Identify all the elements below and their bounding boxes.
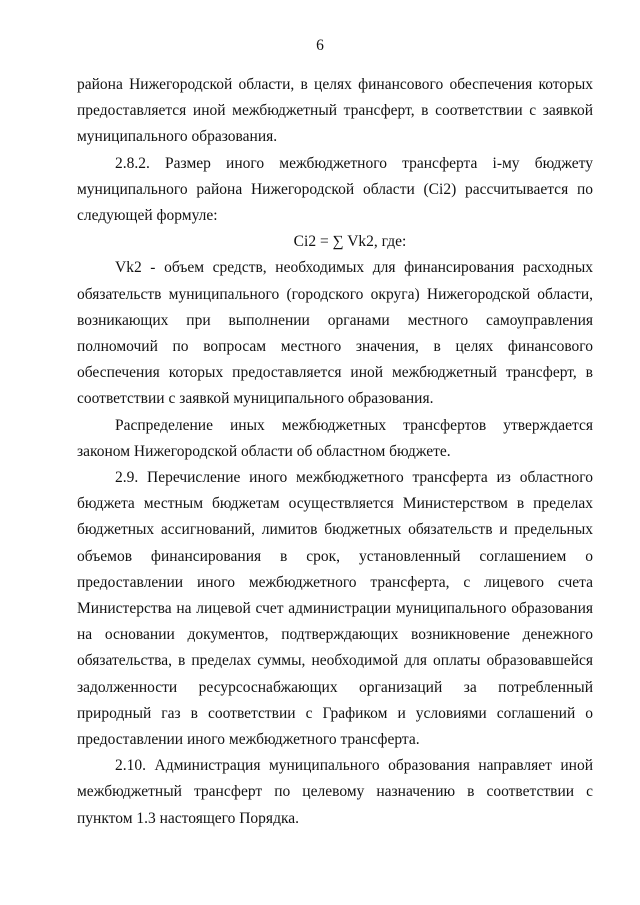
- paragraph-distribution: Распределение иных межбюджетных трансфертов утверждается законом Нижегородской области об областном бюджете.: [77, 416, 593, 460]
- page-number: 6: [316, 37, 324, 54]
- paragraph-2-10: 2.10. Администрация муниципального образования направляет иной межбюджетный трансферт по целевому назначению в соответствии с пунктом 1.3 настоящего Порядка.: [77, 757, 593, 827]
- paragraph-2-9: 2.9. Перечисление иного межбюджетного трансферта из областного бюджета местным бюджетам осуществляется Министерством в пределах бюджетных ассигнований, лимитов бюджетных обязательств и предельных объемов финансирования в срок, установленный соглашением о предоставлении иного межбюджетного трансферта, с лицевого счета Министерства на лицевой счет администрации муниципального образования на основании документов, подтверждающих возникновение денежного обязательства, в пределах суммы, необходимой для оплаты образовавшейся задолженности ресурсоснабжающих организаций за потребленный природный газ в соответствии с Графиком и условиями соглашений о предоставлении иного межбюджетного трансферта.: [77, 469, 593, 749]
- paragraph-vk2-definition: Vk2 - объем средств, необходимых для финансирования расходных обязательств муниципального (городского округа) Нижегородской области, возникающих при выполнении органами местного самоуправления полномочий по вопросам местного значения, в целях финансового обеспечения которых предоставляется иной межбюджетный трансферт, в соответствии с заявкой муниципального образования.: [77, 259, 593, 408]
- formula: Ci2 = ∑ Vk2, где:: [293, 233, 407, 251]
- document-body: [77, 72, 593, 832]
- paragraph-2-8-2: 2.8.2. Размер иного межбюджетного трансферта i-му бюджету муниципального района Нижегородской области (Ci2) рассчитывается по следующей формуле:: [77, 154, 593, 225]
- paragraph-continuation: района Нижегородской области, в целях финансового обеспечения которых предоставляется иной межбюджетный трансферт, в соответствии с заявкой муниципального образования.: [77, 76, 593, 146]
